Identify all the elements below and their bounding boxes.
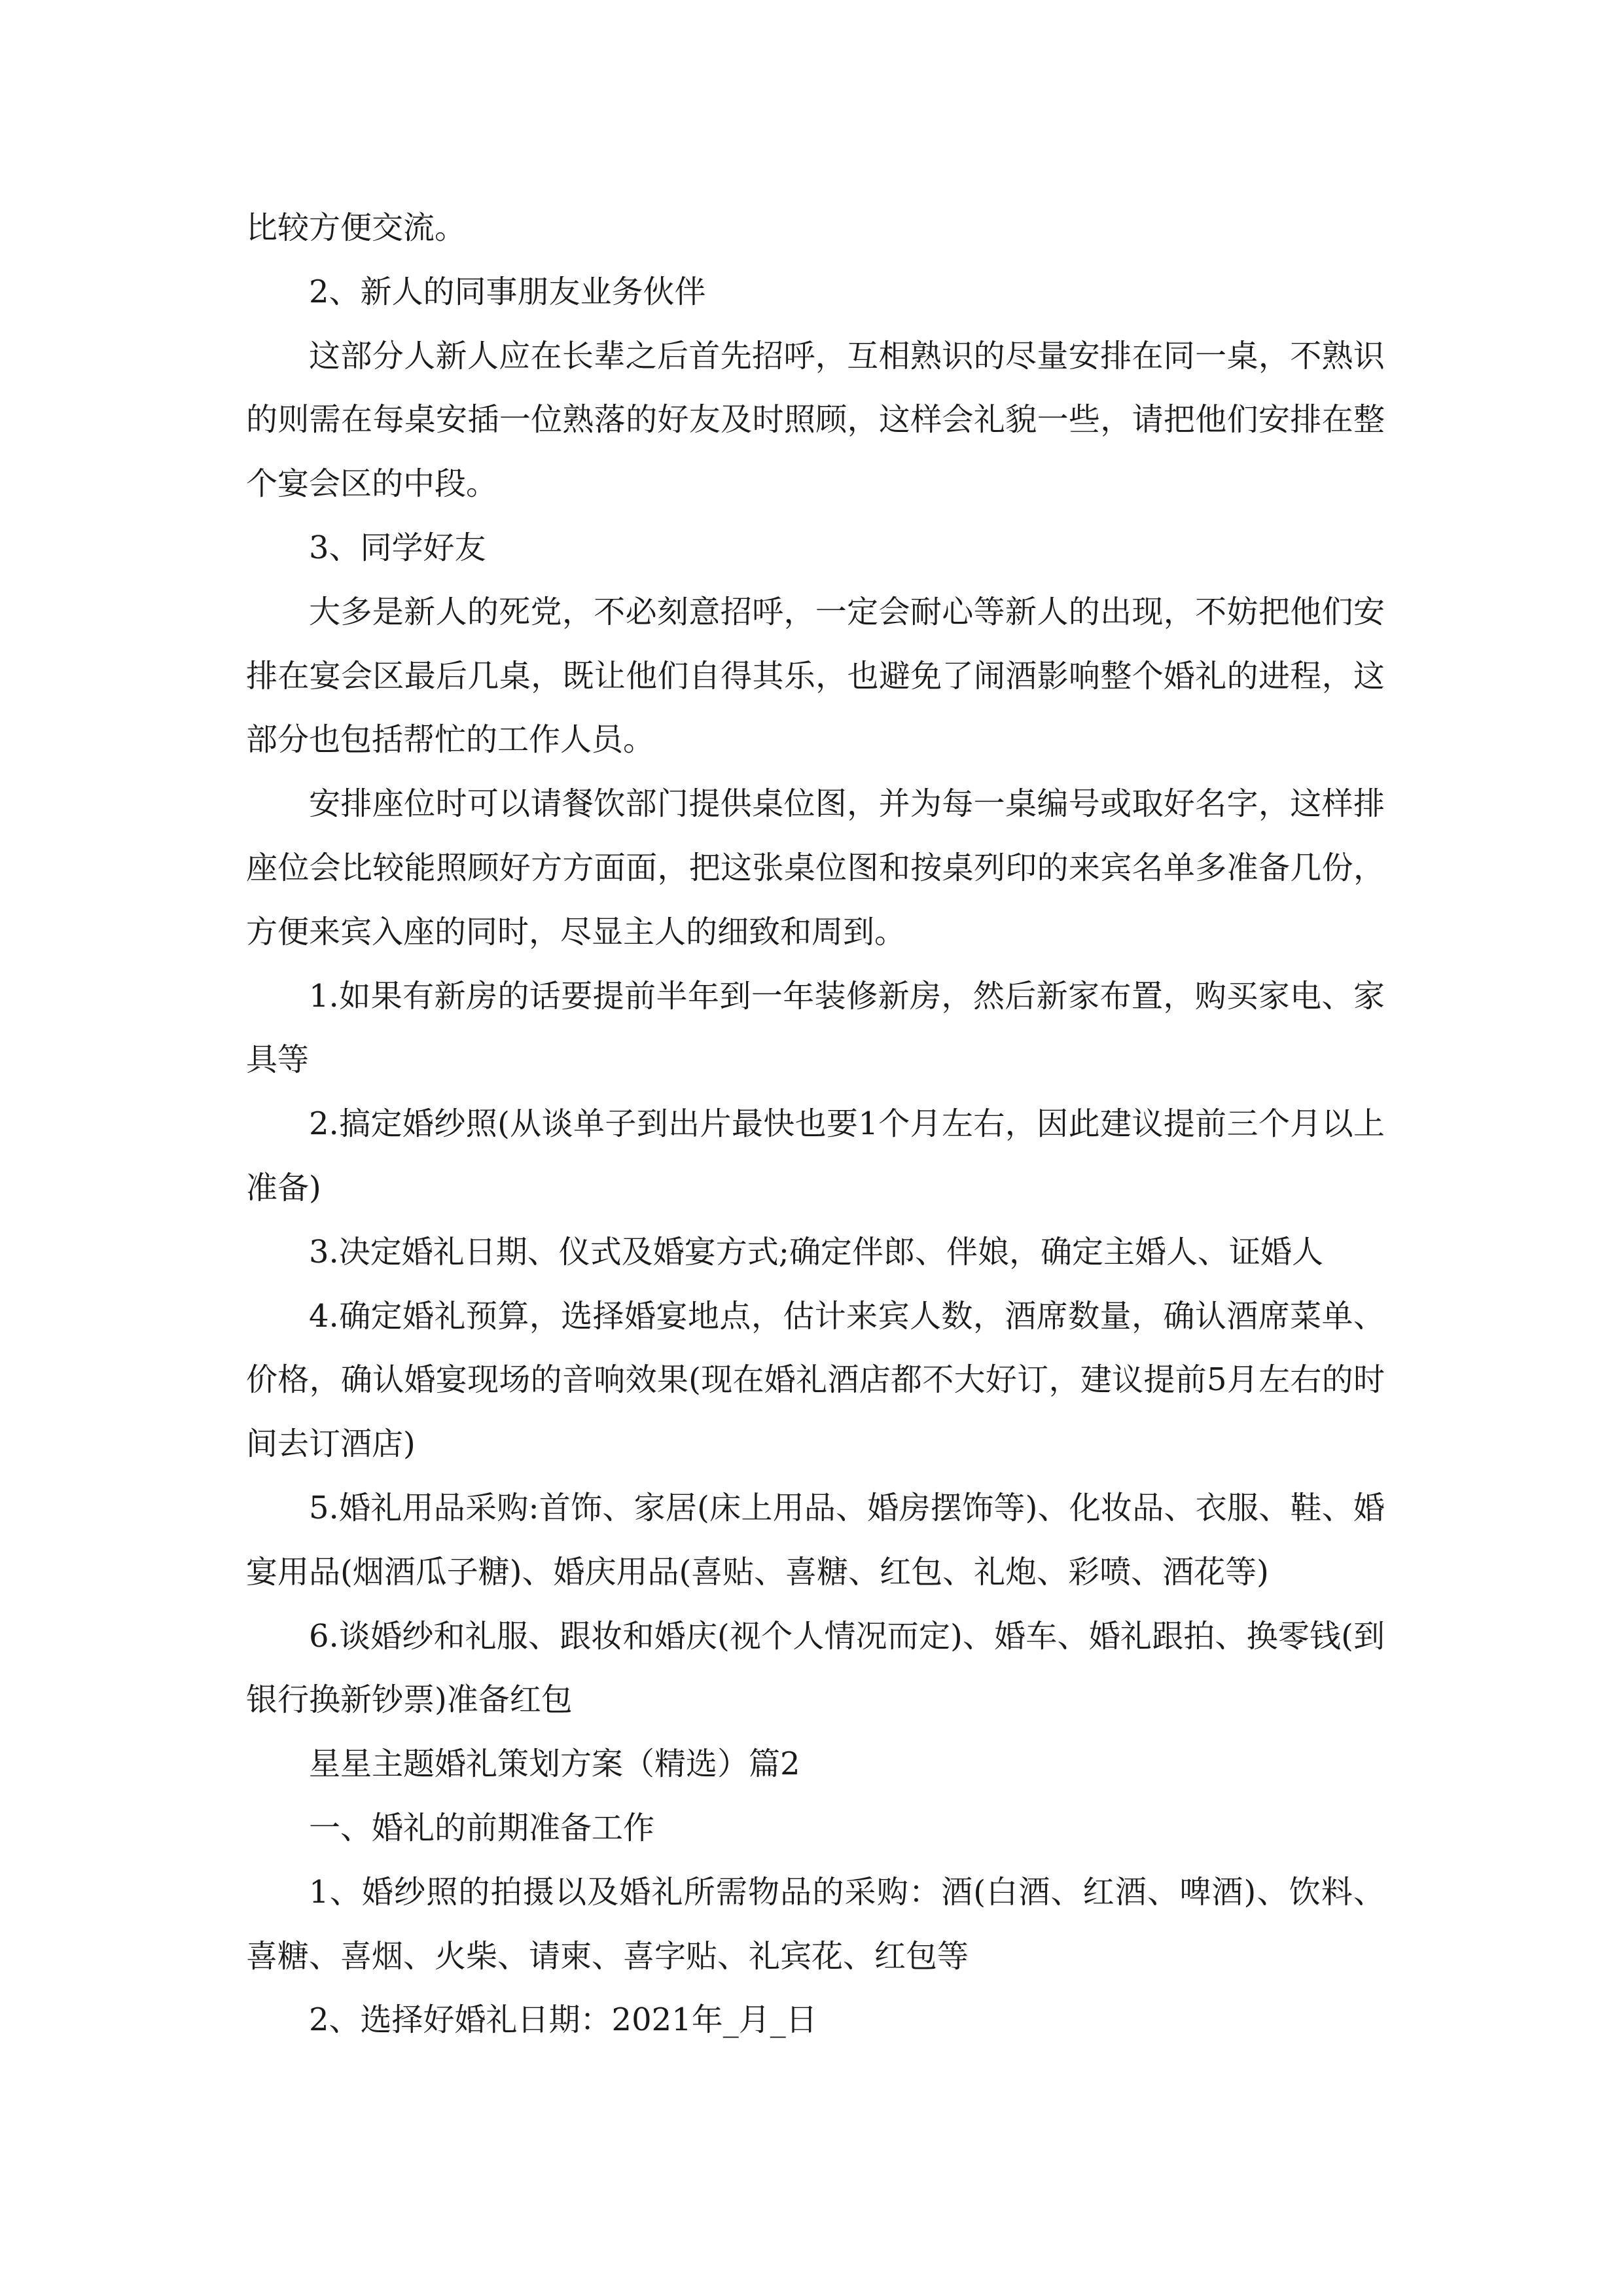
paragraph: 这部分人新人应在长辈之后首先招呼，互相熟识的尽量安排在同一桌，不熟识的则需在每桌安插一位熟落的好友及时照顾，这样会礼貌一些，请把他们安排在整个宴会区的中段。: [246, 337, 1385, 503]
paragraph: 大多是新人的死党，不必刻意招呼，一定会耐心等新人的出现，不妨把他们安排在宴会区最后几桌，既让他们自得其乐，也避免了闹酒影响整个婚礼的进程，这部分也包括帮忙的工作人员。: [246, 593, 1385, 759]
section-heading: 2、新人的同事朋友业务伙伴: [309, 273, 706, 310]
list-item: 1、婚纱照的拍摄以及婚礼所需物品的采购：酒(白酒、红酒、啤酒)、饮料、喜糖、喜烟、火柴、请柬、喜字贴、礼宾花、红包等: [246, 1873, 1385, 1975]
list-item: 4.确定婚礼预算，选择婚宴地点，估计来宾人数，酒席数量，确认酒席菜单、价格，确认婚宴现场的音响效果(现在婚礼酒店都不大好订，建议提前5月左右的时间去订酒店): [246, 1297, 1385, 1463]
section-heading: 一、婚礼的前期准备工作: [309, 1809, 655, 1846]
list-item: 5.婚礼用品采购:首饰、家居(床上用品、婚房摆饰等)、化妆品、衣服、鞋、婚宴用品(烟酒瓜子糖)、婚庆用品(喜贴、喜糖、红包、礼炮、彩喷、酒花等): [246, 1489, 1385, 1590]
list-item: 1.如果有新房的话要提前半年到一年装修新房，然后新家布置，购买家电、家具等: [246, 977, 1385, 1079]
list-item: 6.谈婚纱和礼服、跟妆和婚庆(视个人情况而定)、婚车、婚礼跟拍、换零钱(到银行换新钞票)准备红包: [246, 1617, 1385, 1719]
list-item: 3.决定婚礼日期、仪式及婚宴方式;确定伴郎、伴娘，确定主婚人、证婚人: [309, 1233, 1323, 1270]
document-body: [246, 196, 1385, 2053]
paragraph: 安排座位时可以请餐饮部门提供桌位图，并为每一桌编号或取好名字，这样排座位会比较能照顾好方方面面，把这张桌位图和按桌列印的来宾名单多准备几份，方便来宾入座的同时，尽显主人的细致和周到。: [246, 785, 1385, 950]
list-item: 2.搞定婚纱照(从谈单子到出片最快也要1个月左右，因此建议提前三个月以上准备): [246, 1105, 1385, 1206]
article-title: 星星主题婚礼策划方案（精选）篇2: [309, 1746, 800, 1783]
section-heading: 3、同学好友: [309, 529, 486, 566]
list-item: 2、选择好婚礼日期：2021年_月_日: [309, 2001, 817, 2039]
paragraph: 比较方便交流。: [246, 209, 467, 246]
